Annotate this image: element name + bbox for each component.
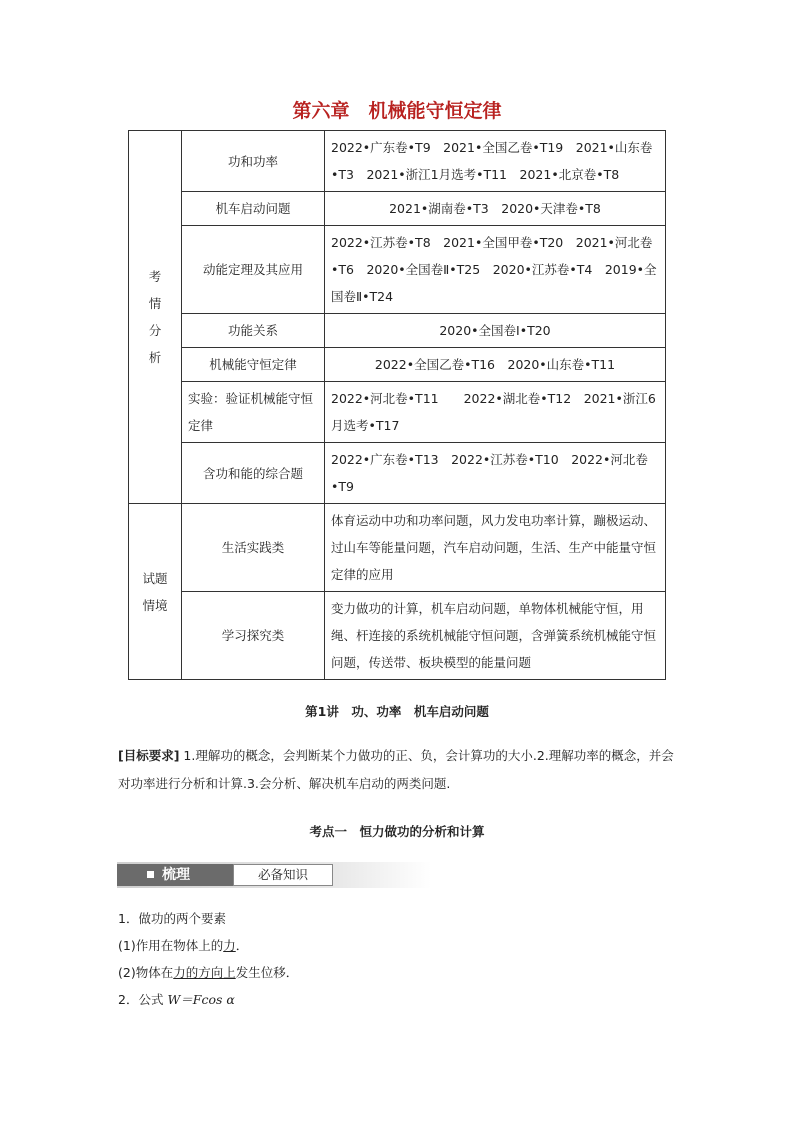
body-text <box>118 905 298 1013</box>
desc-cell: 体育运动中功和功率问题，风力发电功率计算，蹦极运动、过山车等能量问题，汽车启动问题，生活、生产中能量守恒定律的应用 <box>325 504 666 592</box>
body-line: (1)作用在物体上的力． <box>118 938 249 953</box>
refs-cell: 2022•广东卷•T13 2022•江苏卷•T10 2022•河北卷•T9 <box>325 443 666 504</box>
table-row <box>129 314 666 348</box>
refs-cell: 2021•湖南卷•T3 2020•天津卷•T8 <box>325 192 666 226</box>
refs-cell: 2022•全国乙卷•T16 2020•山东卷•T11 <box>325 348 666 382</box>
refs-cell: 2022•江苏卷•T8 2021•全国甲卷•T20 2021•河北卷•T6 2020•全国卷Ⅱ•T25 2020•江苏卷•T4 2019•全国卷Ⅱ•T24 <box>325 226 666 314</box>
topic-cell: 动能定理及其应用 <box>182 226 325 314</box>
banner-sub: 必备知识 <box>233 864 333 886</box>
goal-paragraph <box>118 742 678 798</box>
topic-cell: 机车启动问题 <box>182 192 325 226</box>
table-row <box>129 348 666 382</box>
goal-tag: [目标要求] <box>118 748 180 763</box>
refs-cell: 2022•广东卷•T9 2021•全国乙卷•T19 2021•山东卷•T3 2021•浙江1月选考•T11 2021•北京卷•T8 <box>325 131 666 192</box>
square-bullet-icon <box>147 871 154 878</box>
desc-cell: 变力做功的计算，机车启动问题，单物体机械能守恒，用绳、杆连接的系统机械能守恒问题，含弹簧系统机械能守恒问题，传送带、板块模型的能量问题 <box>325 592 666 680</box>
lesson-title: 第1讲 功、功率 机车启动问题 <box>305 704 489 719</box>
table-row <box>129 443 666 504</box>
key-point-title: 考点一 恒力做功的分析和计算 <box>309 824 485 839</box>
section-label-analysis: 考 情 分 析 <box>129 131 182 504</box>
section-banner <box>117 862 431 888</box>
topic-cell: 功和功率 <box>182 131 325 192</box>
body-line: 2．公式 W＝Fcos α <box>118 992 235 1007</box>
section-label-context: 试题 情境 <box>129 504 182 680</box>
chapter-title: 第六章 机械能守恒定律 <box>292 100 502 122</box>
topic-cell: 学习探究类 <box>182 592 325 680</box>
topic-cell: 机械能守恒定律 <box>182 348 325 382</box>
table-row <box>129 504 666 592</box>
goal-text: 1.理解功的概念，会判断某个力做功的正、负，会计算功的大小.2.理解功率的概念，并会对功率进行分析和计算.3.会分析、解决机车启动的两类问题. <box>118 748 674 791</box>
table-row <box>129 131 666 192</box>
table-row <box>129 592 666 680</box>
body-line: (2)物体在力的方向上发生位移． <box>118 965 299 980</box>
exam-analysis-table <box>128 130 666 680</box>
banner-main: 梳理 <box>117 864 233 886</box>
body-line: 1．做功的两个要素 <box>118 911 226 926</box>
topic-cell: 功能关系 <box>182 314 325 348</box>
topic-cell: 含功和能的综合题 <box>182 443 325 504</box>
table-row <box>129 226 666 314</box>
table-row <box>129 382 666 443</box>
refs-cell: 2022•河北卷•T11 2022•湖北卷•T12 2021•浙江6月选考•T17 <box>325 382 666 443</box>
topic-cell: 生活实践类 <box>182 504 325 592</box>
formula: W＝Fcos α <box>167 992 235 1007</box>
refs-cell: 2020•全国卷Ⅰ•T20 <box>325 314 666 348</box>
topic-cell: 实验：验证机械能守恒定律 <box>182 382 325 443</box>
table-row <box>129 192 666 226</box>
